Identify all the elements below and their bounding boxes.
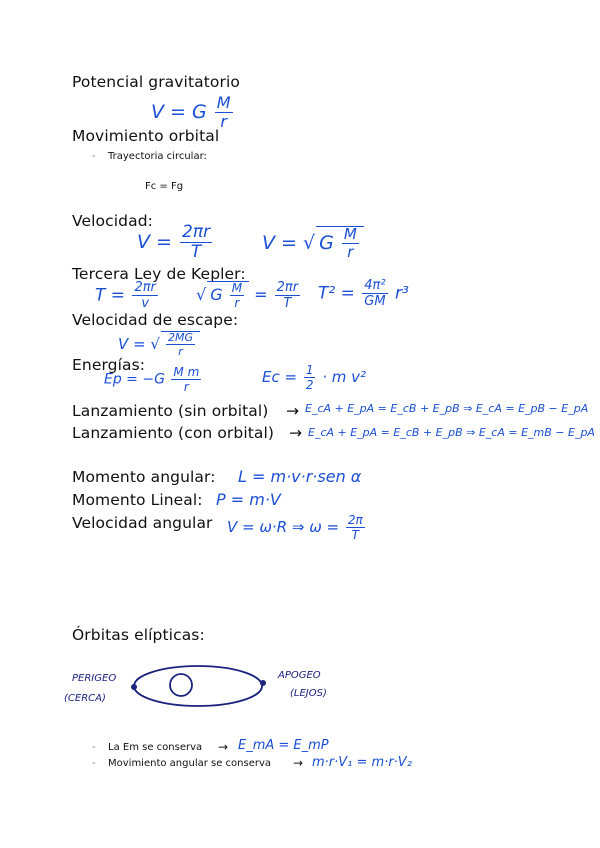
heading-escape: Velocidad de escape:: [72, 311, 239, 329]
bullet-mom-conserva: Movimiento angular se conserva: [108, 758, 272, 769]
label-perigeo: PERIGEO: [72, 673, 117, 684]
arrow-lanz-sin: →: [286, 402, 300, 420]
label-apogeo: APOGEO: [278, 670, 321, 681]
heading-velocidad: Velocidad:: [72, 212, 153, 230]
heading-lanz-con: Lanzamiento (con orbital): [72, 424, 275, 442]
apogee-point: [260, 680, 266, 686]
formula-velocidad-2: V = √ G $\frac{M}{r}$: [262, 226, 364, 260]
label-lejos: (LEJOS): [290, 688, 327, 699]
fc-fg-text: Fc = Fg: [145, 181, 184, 192]
bullet-dash: -: [92, 758, 96, 769]
heading-velocidad-angular: Velocidad angular: [72, 514, 213, 532]
formula-kepler-2: √ G $\frac{M}{r}$ = $\frac{2\pi r}{T}$: [196, 280, 299, 311]
formula-momento-angular: L = m·v·r·sen α: [238, 467, 362, 486]
formula-em-conserva: E_mA = E_mP: [238, 738, 329, 753]
formula-potencial: V = G $\frac{M}{r}$: [151, 93, 231, 131]
formula-lanz-con: E_cA + E_pA = E_cB + E_pB ⇒ E_cA = E_mB − E_pA: [308, 426, 595, 439]
formula-kepler-1: T = $\frac{2\pi r}{v}$: [95, 280, 156, 311]
formula-mom-conserva: m·r·V₁ = m·r·V₂: [312, 755, 412, 770]
heading-energias: Energías:: [72, 356, 146, 374]
formula-ep: Ep = −G $\frac{\text{M m}}{r}$: [104, 365, 200, 394]
heading-lanz-sin: Lanzamiento (sin orbital): [72, 402, 269, 420]
heading-potencial: Potencial gravitatorio: [72, 73, 240, 91]
heading-movimiento-orbital: Movimiento orbital: [72, 127, 220, 145]
earth-circle: [170, 674, 192, 696]
formula-escape: V = √ $\frac{2MG}{r}$: [118, 331, 200, 357]
formula-vel-angular: V = ω·R ⇒ ω = $\frac{2\pi}{T}$: [227, 513, 363, 542]
bullet-trayectoria: Trayectoria circular:: [108, 151, 207, 162]
formula-ec: Ec = $\frac{1}{2}$ · m v²: [262, 363, 367, 392]
heading-momento-angular: Momento angular:: [72, 468, 216, 486]
formula-velocidad-1: V = $\frac{2\pi r}{T}$: [137, 222, 211, 262]
heading-momento-lineal: Momento Lineal:: [72, 491, 203, 509]
heading-kepler: Tercera Ley de Kepler:: [72, 265, 246, 283]
label-cerca: (CERCA): [64, 693, 106, 704]
orbit-ellipse: [134, 666, 262, 706]
arrow-lanz-con: →: [289, 424, 303, 442]
arrow-em: →: [218, 740, 229, 754]
formula-lanz-sin: E_cA + E_pA = E_cB + E_pB ⇒ E_cA = E_pB − E_pA: [305, 402, 589, 415]
heading-orbitas: Órbitas elípticas:: [72, 626, 205, 644]
formula-momento-lineal: P = m·V: [216, 490, 281, 509]
bullet-em-conserva: La Em se conserva: [108, 742, 203, 753]
bullet-dash: -: [92, 151, 96, 162]
bullet-dash: -: [92, 742, 96, 753]
formula-kepler-3: T² = $\frac{\text{4π²}}{GM}$ r³: [318, 278, 409, 309]
perigee-point: [131, 684, 137, 690]
arrow-mom: →: [293, 756, 304, 770]
